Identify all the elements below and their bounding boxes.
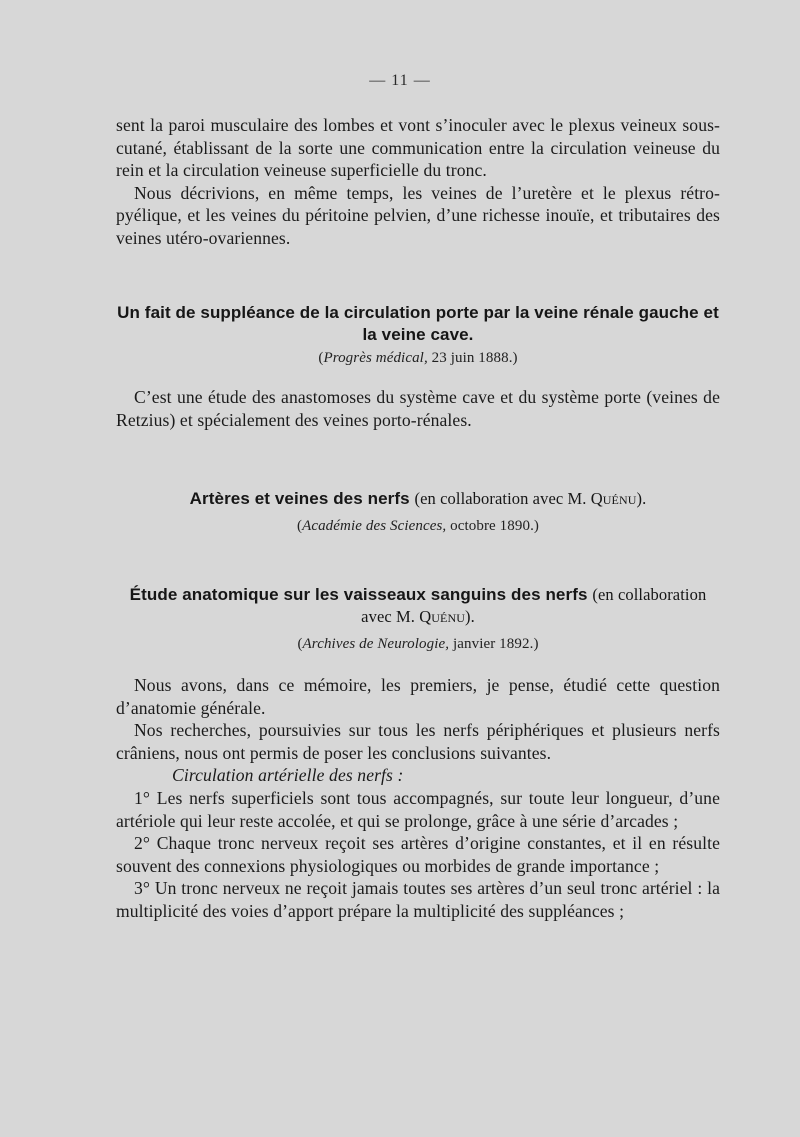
section-2-heading	[116, 488, 720, 510]
section-1-citation-date: 23 juin 1888.	[431, 350, 513, 366]
section-3-collab-suffix: ).	[465, 607, 475, 626]
section-2-collab-prefix: (en collaboration avec M.	[414, 489, 587, 508]
section-3-title: Étude anatomique sur les vaisseaux sanguins des nerfs	[129, 585, 588, 604]
section-3-citation: (Archives de Neurologie, janvier 1892.)	[297, 636, 539, 652]
section-1	[116, 302, 720, 431]
section-2-title: Artères et veines des nerfs	[189, 489, 410, 508]
section-1-citation-journal: Progrès médical,	[323, 350, 428, 366]
section-3-paragraph-2: Nos recherches, poursuivies sur tous les nerfs périphériques et plusieurs nerfs crâniens, nous ont permis de poser les conclusions suivantes.	[116, 720, 720, 763]
section-1-title: Un fait de suppléance de la circulation porte par la veine rénale gauche et la veine cave.	[117, 303, 719, 344]
section-2-citation: (Académie des Sciences, octobre 1890.)	[296, 518, 540, 534]
section-2-citation-date: octobre 1890.	[450, 518, 534, 534]
section-1-body: C’est une étude des anastomoses du système cave et du système porte (veines de Retzius) et spécialement des veines porto-rénales.	[116, 387, 720, 430]
section-3-citation-journal: Archives de Neurologie,	[302, 636, 450, 652]
section-3-paragraph-1: Nous avons, dans ce mémoire, les premiers, je pense, étudié cette question d’anatomie générale.	[116, 675, 720, 718]
intro-paragraph-2: Nous décrivions, en même temps, les veines de l’uretère et le plexus rétro-pyélique, et les veines du péritoine pelvien, d’une richesse inouïe, et tributaires des veines utéro-ovariennes.	[116, 182, 720, 248]
section-3-item-2: 2° Chaque tronc nerveux reçoit ses artères d’origine constantes, et il en résulte souvent des connexions physiologiques ou morbides de grande importance ;	[116, 833, 720, 876]
section-1-citation: (Progrès médical, 23 juin 1888.)	[318, 350, 518, 366]
section-3-item-3: 3° Un tronc nerveux ne reçoit jamais toutes ses artères d’un seul tronc artériel : la multiplicité des voies d’apport prépare la multiplicité des suppléances ;	[116, 878, 720, 921]
intro-paragraph-1: sent la paroi musculaire des lombes et vont s’inoculer avec le plexus veineux sous-cutané, établissant de la sorte une communication entre la circulation veineuse du rein et la circulation veineuse superficielle du tronc.	[116, 115, 720, 181]
section-2-citation-journal: Académie des Sciences,	[302, 518, 447, 534]
section-3-heading	[116, 584, 720, 628]
section-2-collab-suffix: ).	[636, 489, 647, 508]
section-3-item-1: 1° Les nerfs superficiels sont tous accompagnés, sur toute leur longueur, d’une artériole qui leur reste accolée, et qui se prolonge, grâce à une série d’arcades ;	[116, 787, 720, 831]
section-3-subheading: Circulation artérielle des nerfs :	[172, 765, 404, 786]
section-3-citation-date: janvier 1892.	[452, 636, 534, 652]
page-number: — 11 —	[369, 72, 431, 89]
intro-block	[116, 114, 720, 250]
section-3-collab-name: Quénu	[419, 607, 465, 626]
section-2-collab	[415, 489, 647, 508]
section-2	[116, 488, 720, 536]
section-3	[116, 584, 720, 923]
section-3-collab-prefix: (en collaboration avec M.	[361, 585, 707, 626]
section-2-collab-name: Quénu	[590, 489, 637, 508]
